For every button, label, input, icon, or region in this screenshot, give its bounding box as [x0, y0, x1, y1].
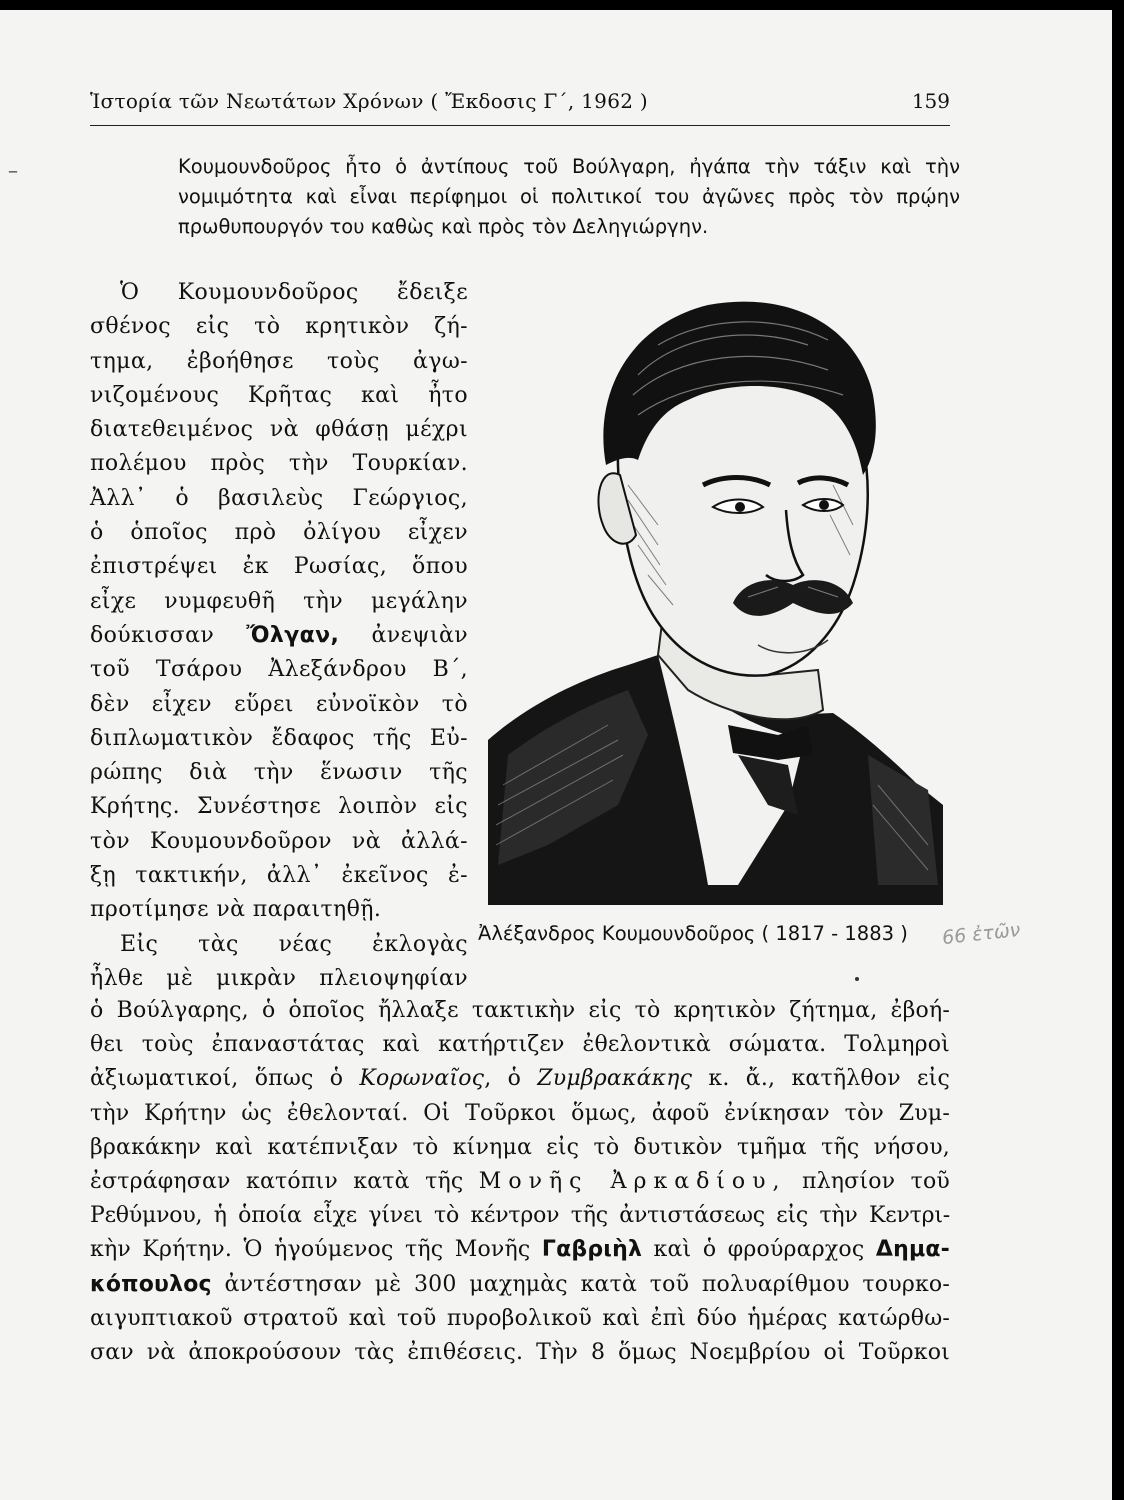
body-word: δούκισσαν	[90, 622, 215, 648]
ink-dot	[855, 977, 859, 981]
margin-mark: –	[8, 158, 18, 182]
body-line: σθένος εἰς τὸ κρητικὸν ζή-	[90, 314, 468, 340]
body-line: τοῦ Τσάρου Ἀλεξάνδρου Β΄,	[90, 657, 468, 683]
body-line	[90, 619, 468, 653]
text-line	[90, 1062, 950, 1096]
text-line: τὴν Κρήτην ὡς ἐθελονταί. Οἱ Τοῦρκοι ὅμως, ἀφοῦ ἐνίκησαν τὸν Ζυμ-	[90, 1100, 950, 1126]
text-line: θει τοὺς ἐπαναστάτας καὶ κατήρτιζεν ἐθελοντικὰ σώματα. Τολμηροὶ	[90, 1032, 950, 1058]
portrait-caption: Ἀλέξανδρος Κουμουνδοῦρος ( 1817 - 1883 )	[478, 922, 908, 945]
body-line: Εἰς τὰς νέας ἐκλογὰς	[120, 931, 468, 957]
body-line: Ἀλλ᾽ ὁ βασιλεὺς Γεώργιος,	[90, 485, 468, 511]
name-olga: Ὄλγαν,	[246, 622, 340, 648]
name-koronaios: Κορωναῖος	[359, 1066, 485, 1092]
body-line: Κρήτης. Συνέστησε λοιπὸν εἰς	[90, 794, 468, 820]
intro-line: νομιμότητα καὶ εἶναι περίφημοι οἱ πολιτικοί του ἀγῶνες πρὸς τὸν πρῴην	[178, 185, 960, 208]
name-dimakopoulos-cont: κόπουλος	[90, 1271, 212, 1297]
name-dimakopoulos: Δημα-	[875, 1237, 950, 1263]
body-line: ἦλθε μὲ μικρὰν πλειοψηφίαν	[90, 965, 468, 991]
body-line: νιζομένους Κρῆτας καὶ ἦτο	[90, 382, 468, 408]
page-number: 159	[911, 89, 950, 113]
body-word: ἀνεψιὰν	[371, 622, 468, 648]
text-line	[90, 1233, 950, 1267]
body-line: Ὁ Κουμουνδοῦρος ἔδειξε	[120, 280, 468, 305]
body-line: διατεθειμένος νὰ φθάσῃ μέχρι	[90, 417, 468, 443]
text-run: κ. ἄ., κατῆλθον εἰς	[708, 1066, 950, 1092]
body-line: ὁ ὁποῖος πρὸ ὀλίγου εἶχεν	[90, 520, 468, 546]
body-line: τὸν Κουμουνδοῦρον νὰ ἀλλά-	[90, 828, 468, 854]
text-line: ὁ Βούλγαρης, ὁ ὁποῖος ἤλλαξε τακτικὴν εἰς τὸ κρητικὸν ζήτημα, ἐβοή-	[90, 998, 950, 1023]
body-line: διπλωματικὸν ἔδαφος τῆς Εὐ-	[90, 725, 468, 751]
intro-line: πρωθυπουργόν του καθὼς καὶ πρὸς τὸν Δεληγιώργην.	[178, 215, 709, 238]
text-line: Ρεθύμνου, ἡ ὁποία εἶχε γίνει τὸ κέντρον τῆς ἀντιστάσεως εἰς τὴν Κεντρι-	[90, 1203, 950, 1229]
text-run: ἐστράφησαν κατόπιν κατὰ τῆς	[90, 1169, 464, 1195]
body-line: προτίμησε νὰ παραιτηθῇ.	[90, 897, 382, 923]
text-run: ἀξιωματικοί, ὅπως ὁ	[90, 1066, 344, 1092]
text-line: σαν νὰ ἀποκρούσουν τὰς ἐπιθέσεις. Τὴν 8 ὅμως Νοεμβρίου οἱ Τοῦρκοι	[90, 1340, 950, 1366]
intro-paragraph	[178, 152, 960, 242]
body-line: εἶχε νυμφευθῆ τὴν μεγάλην	[90, 588, 468, 614]
body-line: ρώπης διὰ τὴν ἕνωσιν τῆς	[90, 760, 468, 786]
text-line	[90, 1165, 950, 1199]
body-line: πολέμου πρὸς τὴν Τουρκίαν.	[90, 451, 468, 477]
body-line: τημα, ἐβοήθησε τοὺς ἀγω-	[90, 348, 468, 374]
name-moni-arkadiou: Μονῆς Ἀρκαδίου,	[478, 1169, 787, 1195]
text-line	[90, 1268, 950, 1302]
intro-line: Κουμουνδοῦρος ἦτο ὁ ἀντίπους τοῦ Βούλγαρη, ἠγάπα τὴν τάξιν καὶ τὴν	[178, 155, 960, 178]
portrait-engraving-icon	[488, 285, 943, 905]
header-title: Ἱστορία τῶν Νεωτάτων Χρόνων ( Ἔκδοσις Γ΄, 1962 )	[90, 89, 649, 113]
name-zymvrakakis: Ζυμβρακάκης	[537, 1066, 693, 1092]
body-line: ἐπιστρέψει ἐκ Ρωσίας, ὅπου	[90, 554, 468, 580]
text-run: κὴν Κρήτην. Ὁ ἡγούμενος τῆς Μονῆς	[90, 1237, 531, 1263]
body-column	[90, 276, 468, 996]
text-line: βρακάκην καὶ κατέπνιξαν τὸ κίνημα εἰς τὸ δυτικὸν τμῆμα τῆς νήσου,	[90, 1134, 950, 1160]
handwritten-note: 66 ἐτῶν	[941, 918, 1022, 950]
body-line: δὲν εἶχεν εὕρει εὐνοϊκὸν τὸ	[90, 691, 468, 717]
running-header	[90, 85, 950, 126]
text-line: αιγυπτιακοῦ στρατοῦ καὶ τοῦ πυροβολικοῦ καὶ ἐπὶ δύο ἡμέρας κατώρθω-	[90, 1305, 950, 1331]
text-run: ἀντέστησαν μὲ 300 μαχημὰς κατὰ τοῦ πολυαρίθμου τουρκο-	[224, 1271, 950, 1297]
text-run: καὶ ὁ φρούραρχος	[653, 1237, 865, 1263]
name-gavriil: Γαβριὴλ	[541, 1237, 643, 1263]
book-page	[0, 10, 1112, 1500]
text-run: πλησίον τοῦ	[801, 1169, 950, 1195]
body-line: ξῃ τακτικήν, ἀλλ᾽ ἐκεῖνος ἐ-	[90, 863, 468, 889]
text-run: , ὁ	[484, 1066, 522, 1092]
full-width-paragraph	[90, 994, 950, 1370]
